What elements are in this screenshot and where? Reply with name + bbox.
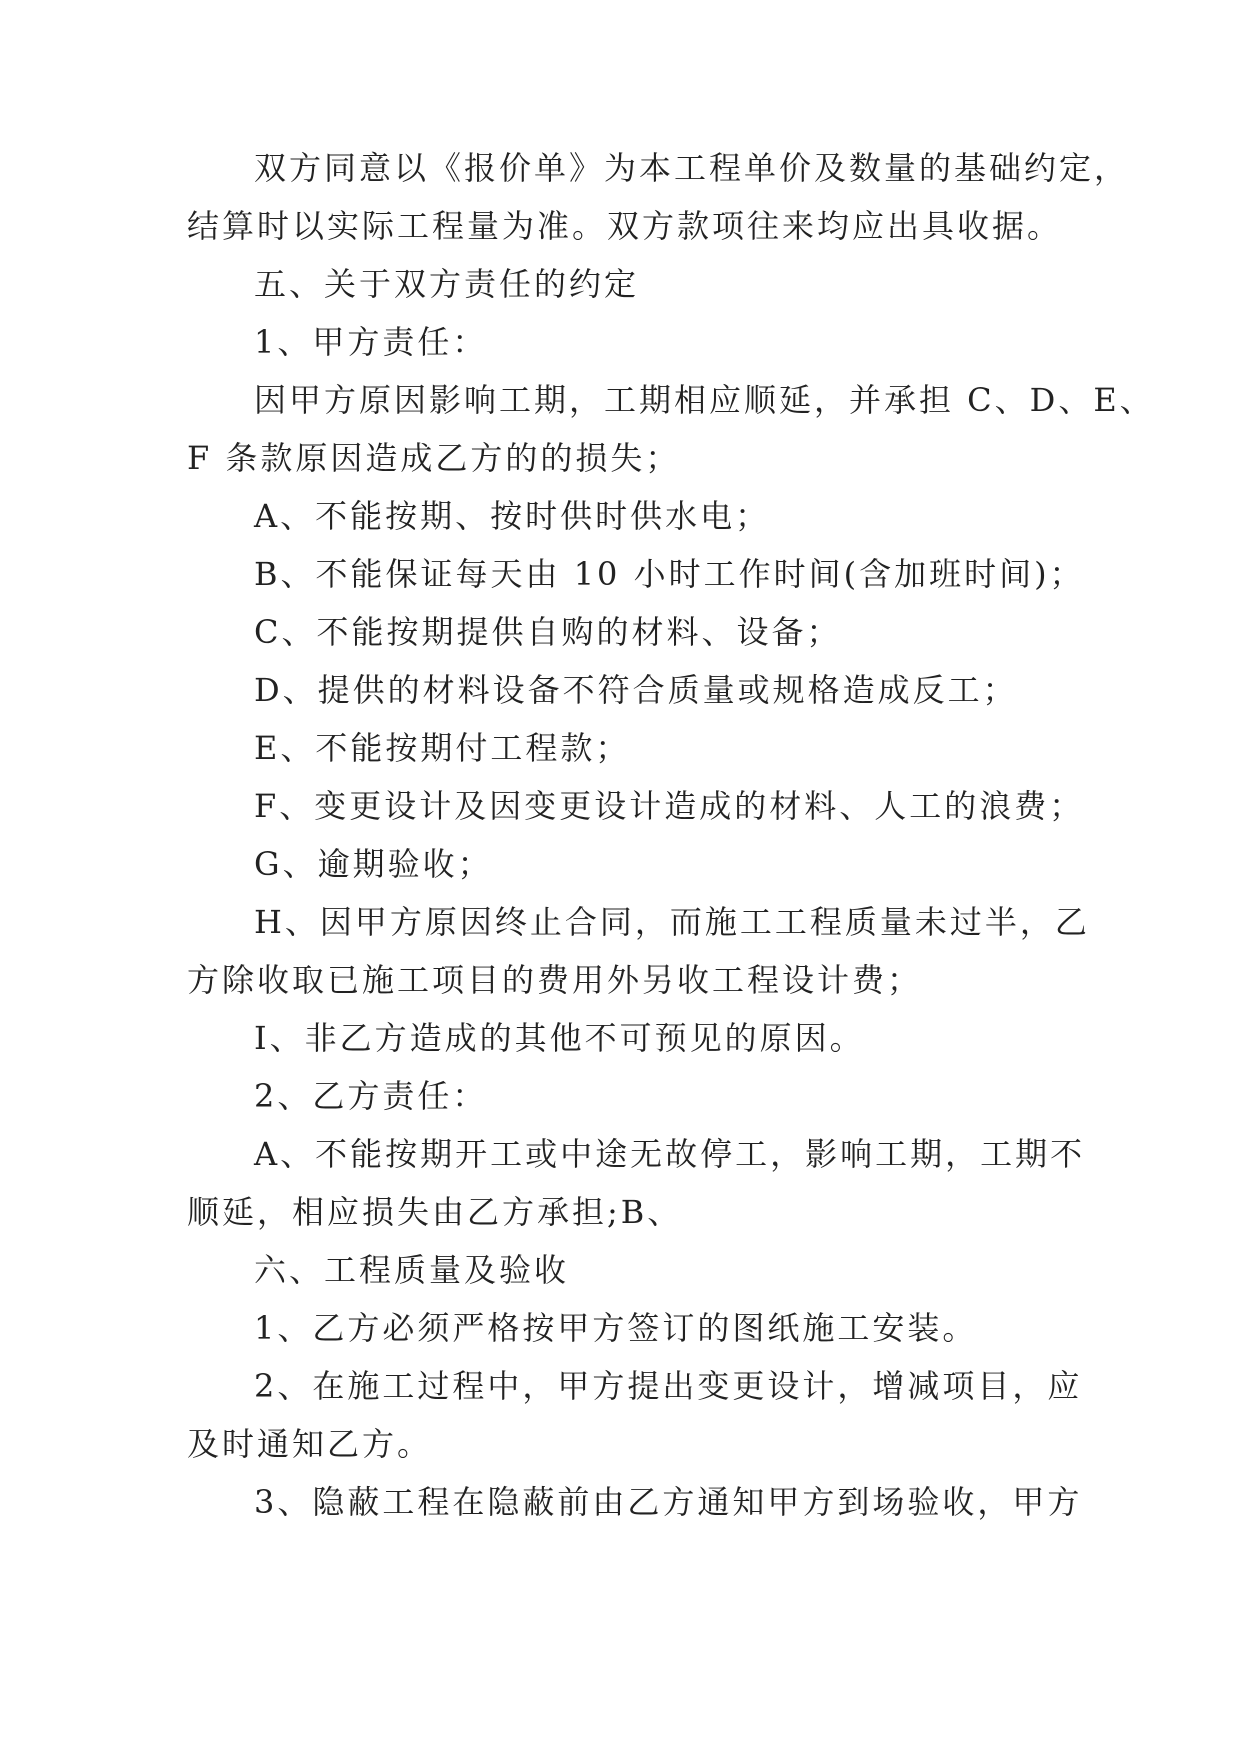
list-item-f: F、变更设计及因变更设计造成的材料、人工的浪费； [254,787,1085,825]
list-item-c: C、不能按期提供自购的材料、设备； [254,613,842,651]
quality-item-1: 1、乙方必须严格按甲方签订的图纸施工安装。 [254,1309,978,1347]
quality-item-2: 2、在施工过程中，甲方提出变更设计，增减项目，应 [254,1367,1083,1405]
section-heading-6: 六、工程质量及验收 [254,1251,570,1289]
list-item-h: H、因甲方原因终止合同，而施工工程质量未过半，乙 [254,903,1090,941]
paragraph-line-2: 结算时以实际工程量为准。双方款项往来均应出具收据。 [187,207,1063,245]
list-item-d: D、提供的材料设备不符合质量或规格造成反工； [254,671,1018,709]
subheading-party-a: 1、甲方责任： [254,323,488,361]
subheading-party-b: 2、乙方责任： [254,1077,488,1115]
paragraph-line-1: 双方同意以《报价单》为本工程单价及数量的基础约定， [254,149,1130,187]
list-item-g: G、逾期验收； [254,845,493,883]
quality-item-3: 3、隐蔽工程在隐蔽前由乙方通知甲方到场验收，甲方 [254,1483,1083,1521]
list-item-e: E、不能按期付工程款； [254,729,631,767]
list-item-h-continued: 方除收取已施工项目的费用外另收工程设计费； [187,961,923,999]
paragraph-line-6: F 条款原因造成乙方的的损失； [187,439,681,477]
list-item-b: B、不能保证每天由 10 小时工作时间(含加班时间)； [254,555,1085,593]
list-item-b-a: A、不能按期开工或中途无故停工，影响工期，工期不 [254,1135,1086,1173]
quality-item-2-continued: 及时通知乙方。 [187,1425,433,1463]
paragraph-line-5: 因甲方原因影响工期，工期相应顺延，并承担 C、D、E、 [254,381,1155,419]
list-item-a: A、不能按期、按时供时供水电； [254,497,771,535]
section-heading-5: 五、关于双方责任的约定 [254,265,640,303]
list-item-b-a-continued: 顺延，相应损失由乙方承担;B、 [187,1193,683,1231]
list-item-i: I、非乙方造成的其他不可预见的原因。 [254,1019,865,1057]
